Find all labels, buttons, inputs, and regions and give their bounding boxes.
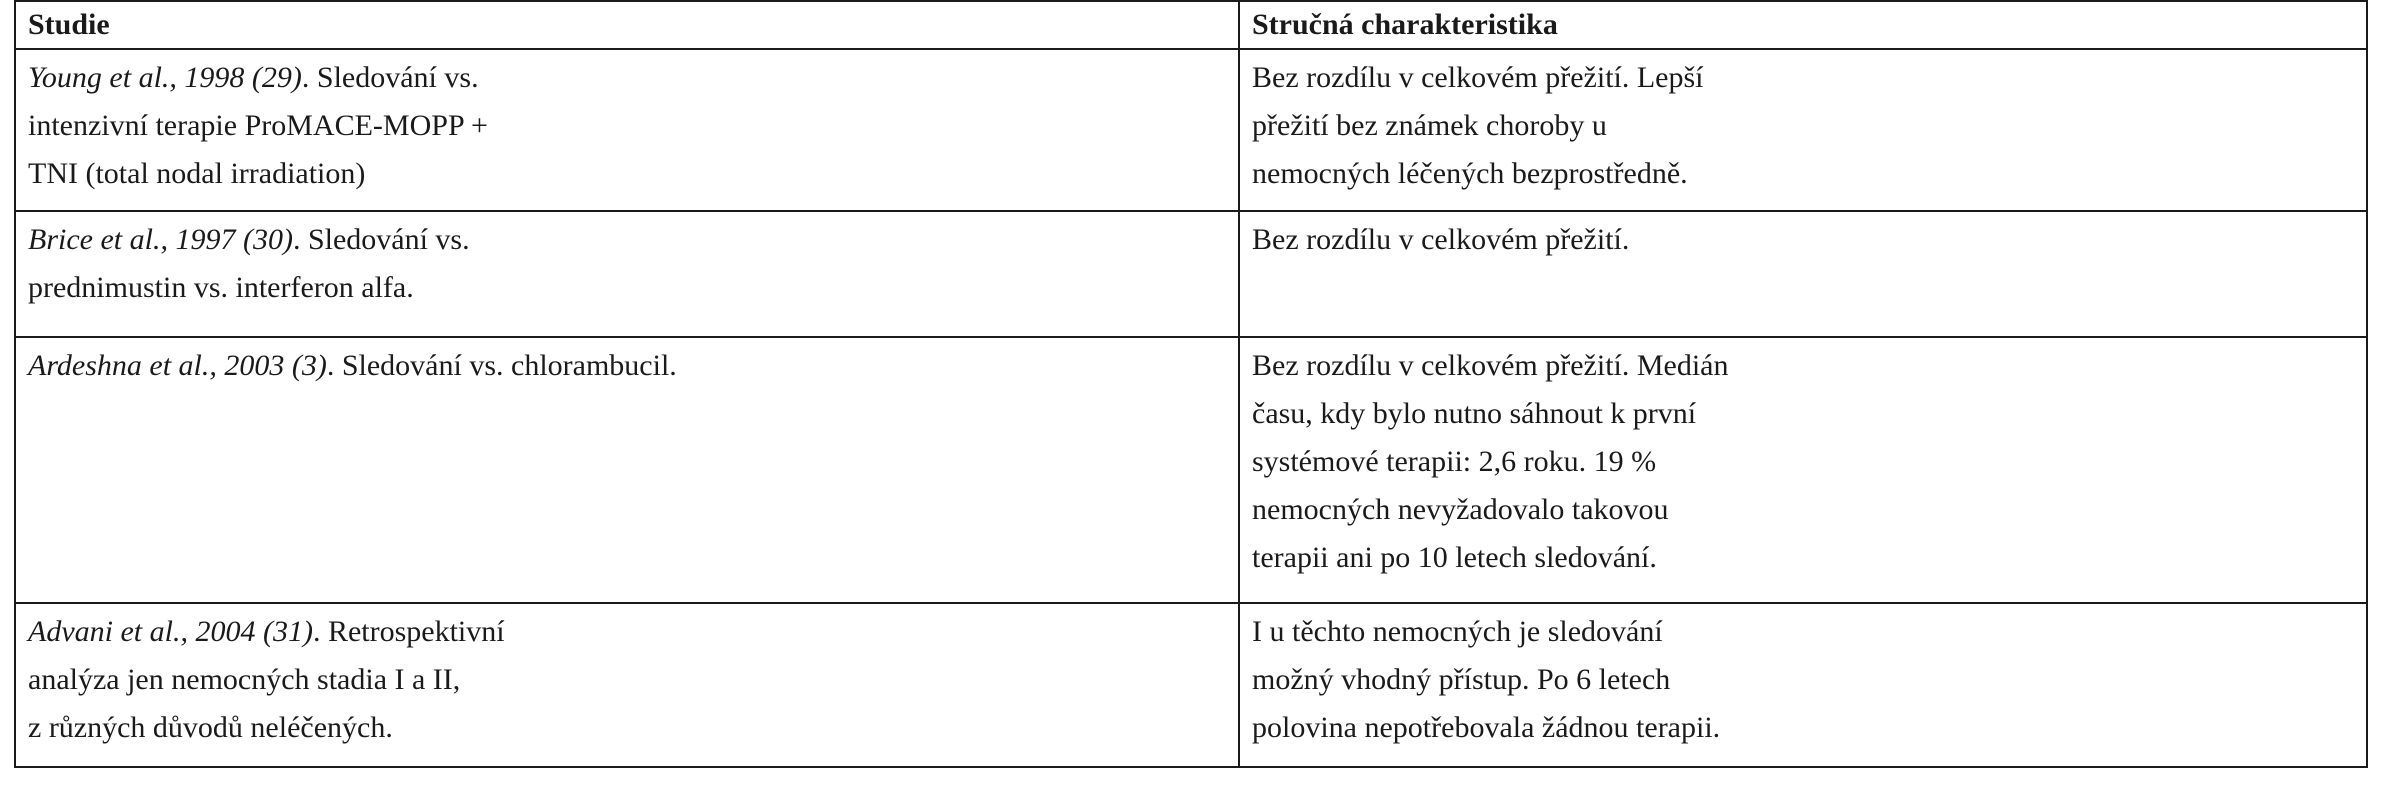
table-row <box>15 337 2367 603</box>
citation: Ardeshna et al., 2003 (3) <box>28 349 327 382</box>
summary-cell <box>1239 211 2367 337</box>
study-line: z různých důvodů neléčených. <box>28 711 393 744</box>
study-text: . Sledování vs. <box>301 61 479 94</box>
study-line <box>28 608 1238 656</box>
summary-line: terapii ani po 10 letech sledování. <box>1252 541 1657 574</box>
summary-line: Bez rozdílu v celkovém přežití. Medián <box>1252 349 1729 382</box>
table-row <box>15 211 2367 337</box>
summary-cell <box>1239 337 2367 603</box>
summary-line: systémové terapii: 2,6 roku. 19 % <box>1252 445 1657 478</box>
study-text: . Sledování vs. chlorambucil. <box>326 349 677 382</box>
summary-line: času, kdy bylo nutno sáhnout k první <box>1252 397 1697 430</box>
study-line: prednimustin vs. interferon alfa. <box>28 271 414 304</box>
summary-line: možný vhodný přístup. Po 6 letech <box>1252 663 1671 696</box>
study-line <box>28 54 1238 102</box>
table-row <box>15 49 2367 211</box>
summary-line: nemocných nevyžadovalo takovou <box>1252 493 1669 526</box>
study-line: TNI (total nodal irradiation) <box>28 157 366 190</box>
study-text: . Sledování vs. <box>292 223 470 256</box>
summary-line: Bez rozdílu v celkovém přežití. <box>1252 223 1630 256</box>
summary-line: Bez rozdílu v celkovém přežití. Lepší <box>1252 61 1704 94</box>
table-row <box>15 603 2367 767</box>
study-line <box>28 216 1238 264</box>
citation: Advani et al., 2004 (31) <box>28 615 313 648</box>
study-line <box>28 342 1238 390</box>
summary-cell <box>1239 49 2367 211</box>
study-line: analýza jen nemocných stadia I a II, <box>28 663 461 696</box>
study-cell <box>15 337 1239 603</box>
citation: Young et al., 1998 (29) <box>28 61 302 94</box>
summary-line: polovina nepotřebovala žádnou terapii. <box>1252 711 1721 744</box>
study-cell <box>15 211 1239 337</box>
summary-line: nemocných léčených bezprostředně. <box>1252 157 1688 190</box>
table-header-row <box>15 1 2367 49</box>
header-study: Studie <box>15 1 1239 49</box>
study-line: intenzivní terapie ProMACE-MOPP + <box>28 109 488 142</box>
study-text: . Retrospektivní <box>312 615 505 648</box>
study-cell <box>15 49 1239 211</box>
header-summary: Stručná charakteristika <box>1239 1 2367 49</box>
study-cell <box>15 603 1239 767</box>
citation: Brice et al., 1997 (30) <box>28 223 293 256</box>
summary-cell <box>1239 603 2367 767</box>
summary-line: I u těchto nemocných je sledování <box>1252 615 1663 648</box>
summary-line: přežití bez známek choroby u <box>1252 109 1607 142</box>
studies-table <box>14 0 2368 768</box>
